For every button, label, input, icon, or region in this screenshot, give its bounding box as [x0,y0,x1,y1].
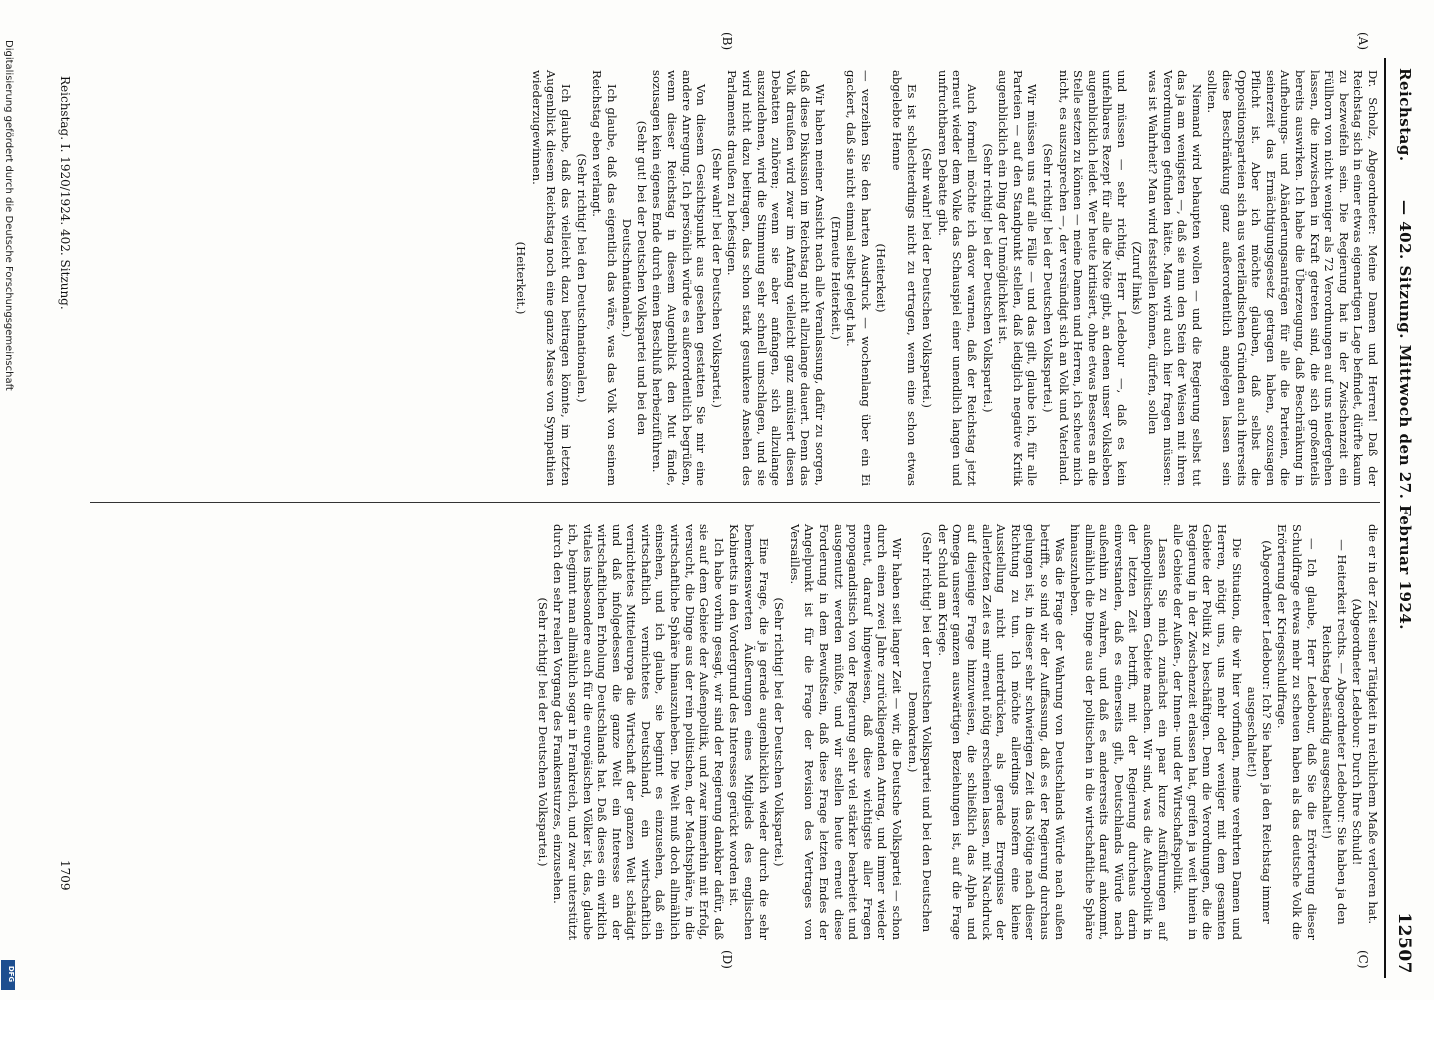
digitization-sidebar [0,40,16,1040]
paragraph: Auch formell möchte ich davor warnen, daß der Reichstag jetzt erneut wieder dem Volke das Schauspiel einer unendlich langen und unfruchtbaren Debatte gibt. [935,70,979,486]
interjection: (Sehr richtig! bei der Deutschen Volkspartei.) [772,597,787,867]
paragraph: Die Situation, die wir hier vorfinden, meine verehrten Damen und Herren, nötigt uns, uns mehr oder weniger mit dem gesamten Gebiete der Politik zu beschäftigen. Denn die Verordnungen, die die Regierung in der Zwischenzeit erlassen hat, greifen ja weit hinein in alle Gebiete der Außen-, der Innen- und der Wirtschaftspolitik. [1171,524,1244,940]
paragraph: Wir haben meiner Ansicht nach alle Veranlassung, dafür zu sorgen, daß diese Diskussion im Reichstag nicht allzulange dauert. Denn das Volk draußen wird zwar im Anfang vielleicht ganz amüsiert diesen Debatten zuhören; wenn sie aber anfangen, sich allzulange auszudehnen, wird die Stimmung sehr schnell umschlagen, und sie wird nicht dazu beitragen, das schon stark gesunkene Ansehen des Parlaments draußen zu befestigen. [725,70,828,486]
margin-marker-d: (D) [720,950,734,969]
paragraph: Ich glaube, daß das eigentlich das wäre, was das Volk von seinem Reichstag eben verlangt. [590,70,619,486]
interjection: (Sehr richtig! bei der Deutschen Volkspartei.) [535,597,550,867]
paragraph: Ich glaube, daß das vielleicht dazu beitragen könnte, im letzten Augenblick diesem Reichstag noch eine ganze Masse von Sympathien wiederzugewinnen. [529,70,573,486]
interjection: (Sehr gut! bei der Deutschen Volkspartei und bei den Deutschnationalen.) [620,120,649,436]
margin-marker-b: (B) [720,32,734,51]
interjection: (Sehr wahr! bei der Deutschen Volkspartei.) [709,148,724,408]
interjection: (Zuruf links) [1130,241,1145,315]
header-rule [1384,58,1386,978]
dfg-logo [1,960,15,990]
interjection: (Sehr wahr! bei der Deutschen Volkspartei.) [920,148,935,408]
interjection: (Sehr richtig! bei der Deutschen Volkspartei und bei den Deutschen Demokraten.) [905,531,935,933]
left-column [513,70,1380,486]
paragraph: Wir müssen uns auf alle Fälle — und das gilt, glaube ich, für alle Parteien — auf den Standpunkt stellen, daß lediglich negative Kritik augenblicklich ein Ding der Unmöglichkeit ist. [996,70,1040,486]
paragraph: Von diesem Gesichtspunkt aus gesehen gestatten Sie mir eine andere Anregung. Ich persönlich würde es außerordentlich begrüßen, wenn dieser Reichstag in diesem Augenblick den Mut fände, sozusagen kein eigenes Ende durch einen Beschluß herbeizuführen. [650,70,709,486]
dfg-logo-text: DFG [7,965,16,983]
header-page-number: 12507 [1394,912,1414,974]
paragraph: und müssen — sehr richtig, Herr Ledebour —, daß es kein unfehlbares Rezept für alle die Nöte gibt, an denen unser Volksleben augenblicklich leidet. Wer heute kritisiert, ohne etwas Besseres an die Stelle setzen zu können — meine Damen und Herren, ich scheue mich nicht, es auszusprechen —, der versündigt sich an Volk und Vaterland. [1056,70,1129,486]
margin-marker-c: (C) [1356,950,1370,969]
header-middle: — 402. Sitzung. Mittwoch den 27. Februar 1924. [1396,200,1414,630]
footer-left: Reichstag. I. 1920/1924. 402. Sitzung. [58,76,72,310]
page-header [1386,20,1420,980]
right-column [534,524,1380,940]
interjection: (Abgeordneter Ledebour: Durch Ihre Schuld! [1350,598,1365,866]
sidebar-text: Digitalisierung gefördert durch die Deutsche Forschungsgemeinschaft [3,40,14,391]
header-left: Reichstag. [1396,68,1414,162]
paragraph: Dr. Scholz, Abgeordneter: Meine Damen und Herren! Daß der Reichstag sich in einer etwas eigenartigen Lage befindet, dürfte kaum zu bezweifeln sein. Die Regierung hat in der Zwischenzeit ein Füllhorn von nicht weniger als 72 Verordnungen auf uns niedergehen lassen, die inzwischen in Kraft getreten sind, die sich großenteils bereits auswirken. Ich habe die Überzeugung, daß Beschränkung in Aufhebungs- und Abänderungsanträgen für alle die Parteien, die seinerzeit das Ermächtigungsgesetz getragen haben, sozusagen Pflicht ist. Aber ich möchte glauben, daß selbst die Oppositionsparteien sich aus vaterländischen Gründen auch ihrerseits diese Beschränkung ganz außerordentlich angelegen lassen sein sollten. [1205,70,1380,486]
interjection: (Abgeordneter Ledebour: Ich? Sie haben ja den Reichstag immer ausgeschaltet!) [1245,540,1274,924]
interjection: (Sehr richtig! bei der Deutschen Volkspartei.) [980,143,995,413]
footer-page-number: 1709 [58,860,72,891]
paragraph: — verzeihen Sie den harten Ausdruck — wochenlang über ein Ei gackert, daß sie nicht einmal selbst gelegt hat. [844,70,873,486]
paragraph: die er in der Zeit seiner Tätigkeit in reichlichem Maße verloren hat. [1366,524,1380,925]
interjection: (Heiterkeit.) [514,241,529,315]
paragraph: Eine Frage, die ja gerade augenblicklich wieder durch die sehr bemerkenswerten Äußerungen eines Mitglieds des englischen Kabinetts in den Vordergrund des Interesses gerückt worden ist. [727,524,771,940]
margin-marker-a: (A) [1356,32,1370,51]
interjection: (Erneute Heiterkeit.) [828,216,843,340]
paragraph: Es ist schlechterdings nicht zu ertragen, wenn eine schon etwas abgelebte Henne [890,70,919,486]
interjection: — Heiterkeit rechts. — Abgeordneter Ledebour: Sie haben ja den Reichstag beständig ausgeschaltet!) [1320,539,1349,925]
interjection: (Heiterkeit) [874,243,889,313]
paragraph: Ich habe vorhin gesagt, wir sind der Regierung dankbar dafür, daß sie auf dem Gebiete der Außenpolitik, und zwar immerhin mit Erfolg, versucht, die Dinge aus der rein politischen, der Machtsphäre, in die wirtschaftliche Sphäre hinauszuheben. Die Welt muß doch allmählich einsehen, und ich glaube, sie beginnt es einzusehen, daß ein wirtschaftlich vernichtetes Deutschland, ein wirtschaftlich vernichtetes Mitteleuropa die Wirtschaft der ganzen Welt schädigt und daß infolgedessen die ganze Welt ein Interesse an der wirtschaftlichen Erholung Deutschlands hat. Daß dieses ein wirklich vitales insbesondere auch für die europäischen Völker ist, das, glaube ich, beginnt man allmählich sogar in Frankreich, und zwar unterstützt durch den sehr realen Vorgang des Frankensturzes, einzusehen. [551,524,726,940]
column-divider [90,502,1380,503]
paragraph: Lassen Sie mich zunächst ein paar kurze Ausführungen auf außenpolitischem Gebiete machen. Wir sind, was die Außenpolitik in der letzten Zeit betrifft, mit der Regierung durchaus darin einverstanden, daß es einerseits gilt, Deutschlands Würde nach außenhin zu wahren, und daß es andererseits darauf ankommt, allmählich die Dinge aus der politischen in die wirtschaftliche Sphäre hinauszuheben. [1068,524,1170,940]
paragraph: Wir haben seit langer Zeit — wir, die Deutsche Volkspartei — schon durch einen zwei Jahre zurückliegenden Antrag, und immer wieder erneut, darauf hingewiesen, daß diese wichtigste aller Fragen propagandistisch von der Regierung sehr viel stärker bearbeitet und ausgenutzt werden müßte, und wir stellen heute erneut diese Forderung in dem Bewußtsein, daß diese Frage letzten Endes der Angelpunkt ist für die Frage der Revision des Vertrages von Versailles. [787,524,904,940]
paragraph: Was die Frage der Wahrung von Deutschlands Würde nach außen betrifft, so sind wir der Auffassung, daß es der Regierung durchaus gelungen ist, in dieser sehr schwierigen Zeit das Nötige nach dieser Richtung zu tun. Ich möchte allerdings insofern eine kleine Ausstellung nicht unterdrücken, als gerade Erregnisse der allerletzten Zeit es mir erneut nötig erscheinen lassen, mit Nachdruck auf diejenige Frage hinzuweisen, die schließlich das Alpha und Omega unserer ganzen auswärtigen Beziehungen ist, auf die Frage der Schuld am Kriege. [935,524,1067,940]
paragraph: — Ich glaube, Herr Ledebour, daß Sie die Erörterung dieser Schuldfrage etwas mehr zu scheuen haben als das deutsche Volk die Erörterung der Kriegsschuldfrage. [1275,524,1319,940]
paragraph: Niemand wird behaupten wollen — und die Regierung selbst tut das ja am wenigsten —, daß sie nun den Stein der Weisen mit ihren Verordnungen gefunden hätte. Man wird auch hier fragen müssen: was ist Wahrheit? Man wird feststellen können, dürfen, sollen [1146,70,1204,486]
interjection: (Sehr richtig! bei den Deutschnationalen.) [574,153,589,403]
interjection: (Sehr richtig! bei der Deutschen Volkspartei.) [1040,143,1055,413]
